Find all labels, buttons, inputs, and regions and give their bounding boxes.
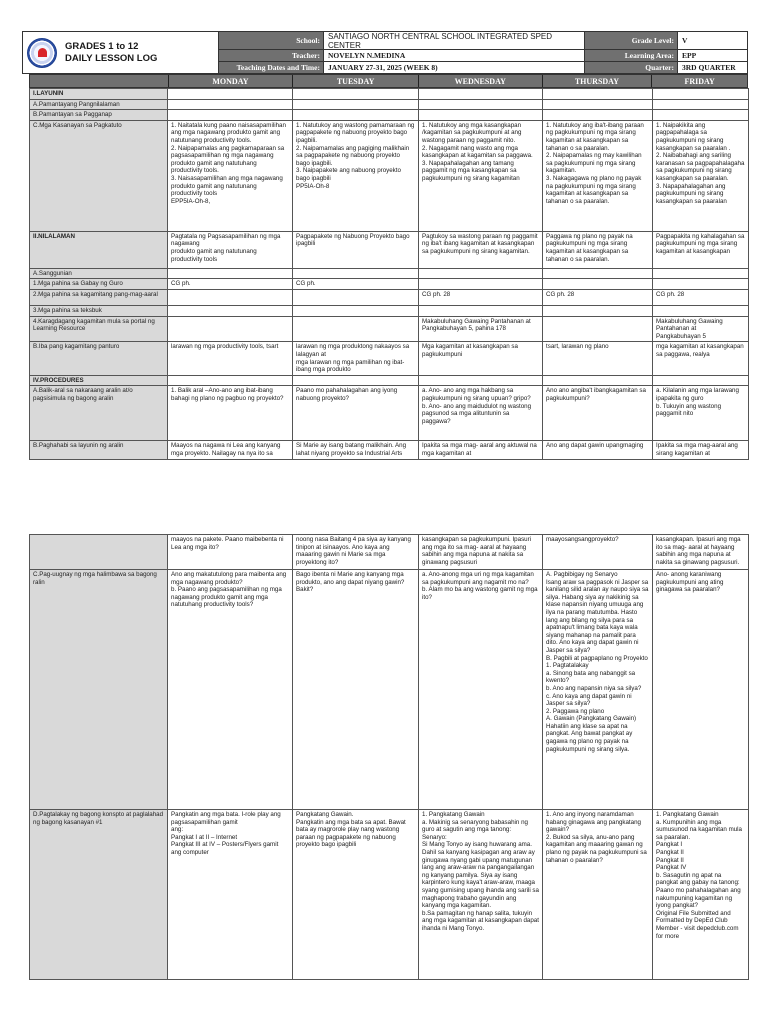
cell-thursday	[543, 110, 653, 121]
cell-friday	[653, 305, 749, 316]
cell-tuesday: 1. Natutukoy ang wastong pamamaraan ng pagpapakete ng nabuong proyekto bago ipagbili. 2. Naipamamalas ang pagiging malikhain sa pagpapakete ng nabuong proyekto bago ipagbili. 3. Naipapakete ang nabuong proyekto bago ipagbili PP5IA-Oh-8	[293, 120, 419, 231]
grade-value: V	[677, 32, 747, 49]
cell-friday: Ano- anong karaniwang pagkukumpuni ang ating ginagawa sa paaralan?	[653, 570, 749, 810]
cell-tuesday	[293, 289, 419, 305]
row-label: I.LAYUNIN	[30, 89, 168, 100]
day-header-thursday: THURSDAY	[542, 75, 652, 87]
school-value: SANTIAGO NORTH CENTRAL SCHOOL INTEGRATED SPED CENTER	[323, 32, 584, 49]
day-header-wednesday: WEDNESDAY	[418, 75, 542, 87]
title-line2: DAILY LESSON LOG	[65, 52, 158, 64]
day-header-tuesday: TUESDAY	[292, 75, 418, 87]
quarter-value: 3RD QUARTER	[677, 62, 747, 73]
cell-monday: maayos na pakete. Paano maibebenta ni Lea ang mga ito?	[168, 535, 293, 570]
cell-monday	[168, 375, 293, 386]
cell-wednesday	[419, 375, 543, 386]
cell-thursday: 1. Ano ang inyong naramdaman habang ginagawa ang pangkatang gawain? 2. Bukod sa silya, anu-ano pang kagamitan ang maaaring gawan ng plano ng payak na pagkukumpuni sa tahanan o paaralan?	[543, 810, 653, 980]
cell-wednesday: 1. Natutukoy ang mga kasangkapan /kagamitan sa pagkukumpuni at ang wastong paraan ng paggamit nito. 2. Nagagamit nang wasto ang mga kasangkapan at kagamitan sa paggawa. 3. Napapahalagahan ang tamang paggamit ng mga kasangkapan sa pagkukumpuni ng sirang kagamitan	[419, 120, 543, 231]
lesson-table-page1	[29, 88, 749, 460]
area-value: EPP	[677, 50, 747, 61]
table-row	[30, 110, 749, 121]
cell-friday: mga kagamitan at kasangkapan sa paggawa, realya	[653, 342, 749, 375]
row-label: C.Pag-uugnay ng mga halimbawa sa bagong ralin	[30, 570, 168, 810]
teacher-value: NOVELYN N.MEDINA	[323, 50, 584, 61]
cell-monday: Pangkatin ang mga bata. I-role play ang pagsasapamilihan gamit ang: Pangkat I at II – Internet Pangkat III at IV – Posters/Flyers gamit ang computer	[168, 810, 293, 980]
table-row	[30, 120, 749, 231]
dates-label: Teaching Dates and Time:	[219, 62, 323, 73]
cell-thursday: Paggawa ng plano ng payak na pagkukumpuni ng mga sirang kagamitan at kasangkapan sa tahanan o sa paaralan.	[543, 231, 653, 268]
cell-friday: a. Kilalanin ang mga larawang ipapakita ng guro b. Tukuyin ang wastong paggamit nito	[653, 386, 749, 441]
header-title-block	[23, 32, 219, 73]
school-label: School:	[219, 32, 323, 49]
cell-friday	[653, 89, 749, 100]
cell-tuesday	[293, 89, 419, 100]
cell-thursday	[543, 316, 653, 342]
cell-tuesday: Bago ibenta ni Marie ang kanyang mga produkto, ano ang dapat niyang gawin? Bakit?	[293, 570, 419, 810]
cell-wednesday	[419, 279, 543, 290]
row-label: D.Pagtalakay ng bagong konspto at paglalahad ng bagong kasanayan #1	[30, 810, 168, 980]
cell-monday: 1. Naitatala kung paano naisasapamilihan ang mga nagawang produkto gamit ang natutunang productivity tools. 2. Naipapamalas ang pagkamaparaan sa pagsasapamilihan ng mga nagawang produkto gamit ang natutuhang productivity tools. 3. Naisasapamilihan ang mga nagawang produkto gamit ang natutunang productivity tools EPP5IA-Oh-8,	[168, 120, 293, 231]
cell-wednesday	[419, 305, 543, 316]
cell-wednesday: Mga kagamitan at kasangkapan sa pagkukumpuni	[419, 342, 543, 375]
cell-thursday	[543, 99, 653, 110]
day-header-blank	[30, 75, 168, 87]
cell-tuesday	[293, 316, 419, 342]
cell-monday: larawan ng mga productivity tools, tsart	[168, 342, 293, 375]
cell-tuesday	[293, 110, 419, 121]
cell-friday: Pagpapakita ng kahalagahan sa pagkukumpuni ng mga sirang kagamitan at kasangkapan	[653, 231, 749, 268]
cell-friday	[653, 99, 749, 110]
table-row	[30, 810, 749, 980]
row-label: II.NILALAMAN	[30, 231, 168, 268]
cell-tuesday: noong nasa Baitang 4 pa siya ay kanyang tinipon at isinaayos. Ano kaya ang maaaring gawin ni Marie sa mga proyektong ito?	[293, 535, 419, 570]
table-row	[30, 231, 749, 268]
cell-wednesday: 1. Pangkatang Gawain a. Makinig sa senaryong babasahin ng guro at sagutin ang mga tanong: Senaryo: Si Mang Tonyo ay isang huwarang ama. Dahil sa kanyang kasipagan ang araw ay ginugawa nyang gabi upang matugunan lang ang araw-araw na pangangailangan ng kanyang pamilya. Siya ay isang karpintero kung kaya't araw-araw, maaga syang gumising upang ihanda ang sarili sa maghapong trabaho gayundin ang kanyang mga kagamitan. b.Sa pamagitan ng hanap salita, tukuyin ang mga kagamitan at kasangkapan dapat ihanda ni Mang Tonyo.	[419, 810, 543, 980]
row-label	[30, 535, 168, 570]
cell-wednesday	[419, 99, 543, 110]
cell-monday: Maayos na nagawa ni Lea ang kanyang mga proyekto. Nailagay na nya ito sa	[168, 441, 293, 459]
cell-tuesday: Pagpapakete ng Nabuong Proyekto bago ipagbili	[293, 231, 419, 268]
cell-wednesday	[419, 89, 543, 100]
deped-seal-icon	[27, 38, 57, 68]
dates-value: JANUARY 27-31, 2025 (WEEK 8)	[323, 62, 584, 73]
cell-friday: kasangkapan. Ipasuri ang mga ito sa mag- aaral at hayaang sabihin ang mga napuna at nakita sa ginawang pagsusuri.	[653, 535, 749, 570]
row-label: B.Iba pang kagamitang panturo	[30, 342, 168, 375]
cell-wednesday: a. Ano- ano ang mga hakbang sa pagkukumpuni ng sirang upuan? gripo? b. Ano- ano ang maidudulot ng wastong pagsunod sa mga alituntunin sa paggawa?	[419, 386, 543, 441]
table-row	[30, 441, 749, 459]
cell-wednesday: Ipakita sa mga mag- aaral ang aktuwal na mga kagamitan at	[419, 441, 543, 459]
cell-thursday: Ano ano angiba't ibangkagamitan sa pagkukumpuni?	[543, 386, 653, 441]
table-row	[30, 89, 749, 100]
teacher-label: Teacher:	[219, 50, 323, 61]
cell-friday	[653, 110, 749, 121]
lesson-table-page2	[29, 534, 749, 980]
table-row	[30, 570, 749, 810]
row-label: B.Pamantayan sa Pagganap	[30, 110, 168, 121]
cell-monday	[168, 268, 293, 279]
row-label: A.Balik-aral sa nakaraang aralin at/o pagsisimula ng bagong aralin	[30, 386, 168, 441]
row-label: 1.Mga pahina sa Gabay ng Guro	[30, 279, 168, 290]
table-row	[30, 279, 749, 290]
cell-thursday: maayosangsangproyekto?	[543, 535, 653, 570]
cell-monday	[168, 305, 293, 316]
cell-monday	[168, 316, 293, 342]
cell-monday: CG ph.	[168, 279, 293, 290]
row-label: A.Sanggunian	[30, 268, 168, 279]
title-line1: GRADES 1 to 12	[65, 40, 139, 52]
row-label: B.Paghahabi sa layunin ng aralin	[30, 441, 168, 459]
cell-wednesday: kasangkapan sa pagkukumpuni. Ipasuri ang mga ito sa mag- aaral at hayaang sabihin ang mga napuna at nakita sa ginawang pagsusuri	[419, 535, 543, 570]
cell-thursday	[543, 89, 653, 100]
cell-monday	[168, 89, 293, 100]
table-row	[30, 316, 749, 342]
table-row	[30, 268, 749, 279]
day-header-row	[29, 74, 748, 88]
cell-thursday: tsart, larawan ng plano	[543, 342, 653, 375]
cell-thursday	[543, 305, 653, 316]
cell-friday	[653, 268, 749, 279]
day-header-friday: FRIDAY	[651, 75, 747, 87]
cell-wednesday: Pagtukoy sa wastong paraan ng paggamit ng iba't ibang kagamitan at kasangkapan sa pagkukumpuni ng sirang kagamitan.	[419, 231, 543, 268]
table-row	[30, 289, 749, 305]
table-row	[30, 386, 749, 441]
cell-wednesday	[419, 268, 543, 279]
cell-thursday	[543, 268, 653, 279]
day-header-monday: MONDAY	[168, 75, 293, 87]
cell-thursday: Ano ang dapat gawin upangmaging	[543, 441, 653, 459]
row-label: 2.Mga pahina sa kagamitang pang-mag-aaral	[30, 289, 168, 305]
cell-friday: CG ph. 28	[653, 289, 749, 305]
row-label: C.Mga Kasanayan sa Pagkatuto	[30, 120, 168, 231]
cell-thursday: 1. Natutukoy ang iba't-ibang paraan ng pagkukumpuni ng mga sirang kagamitan at kasangkapan sa tahanan o sa paaralan. 2. Naipapamalas ng may kawilihan sa pagkukumpuni ng mga sirang kagamitan. 3. Nakagagawa ng plano ng payak na pagkukumpuni ng mga sirang kagamitan at kasangkapan sa tahanan o sa paaralan.	[543, 120, 653, 231]
cell-wednesday: CG ph. 28	[419, 289, 543, 305]
cell-friday	[653, 375, 749, 386]
cell-tuesday: CG ph.	[293, 279, 419, 290]
cell-friday: 1. Naipakikita ang pagpapahalaga sa pagkukumpuni ng sirang kasangkapan sa paaralan . 2. Naibabahagi ang sariling karanasan sa pagpapahalagaha sa pagkukumpuni ng sirang kasangkapan sa paaralan. 3. Napapahalagahan ang pagkukumpuni ng sirang kasangkapan sa paaralan	[653, 120, 749, 231]
row-label: A.Pamantayang Pangnilalaman	[30, 99, 168, 110]
quarter-label: Quarter:	[585, 62, 677, 73]
cell-thursday	[543, 279, 653, 290]
row-label: 3.Mga pahina sa teksbuk	[30, 305, 168, 316]
lesson-log-header	[22, 31, 748, 74]
cell-wednesday: a. Ano-anong mga uri ng mga kagamitan sa pagkukumpuni ang nagamit mo na? b. Alam mo ba ang wastong gamit ng mga ito?	[419, 570, 543, 810]
table-row	[30, 305, 749, 316]
cell-tuesday: Si Marie ay isang batang malikhain. Ang lahat niyang proyekto sa Industrial Arts	[293, 441, 419, 459]
cell-tuesday: Paano mo pahahalagahan ang iyong nabuong proyekto?	[293, 386, 419, 441]
cell-friday: Ipakita sa mga mag-aaral ang sirang kagamitan at	[653, 441, 749, 459]
cell-wednesday	[419, 110, 543, 121]
cell-monday: Pagtatala ng Pagsasapamilihan ng mga nagawang produkto gamit ang natutunang productivity tools	[168, 231, 293, 268]
cell-friday	[653, 279, 749, 290]
table-row	[30, 99, 749, 110]
cell-friday: Makabuluhang Gawaing Pantahanan at Pangkabuhayan 5	[653, 316, 749, 342]
cell-monday: Ano ang makatutulong para maibenta ang mga nagawang produkto? b. Paano ang pagsasapamilihan ng mga nagawang produkto gamit ang mga natutuhang productivity tools?	[168, 570, 293, 810]
cell-tuesday	[293, 375, 419, 386]
row-label: IV.PROCEDURES	[30, 375, 168, 386]
cell-tuesday	[293, 268, 419, 279]
table-row	[30, 535, 749, 570]
cell-thursday	[543, 375, 653, 386]
area-label: Learning Area:	[585, 50, 677, 61]
cell-tuesday	[293, 305, 419, 316]
cell-monday	[168, 99, 293, 110]
grade-label: Grade Level:	[585, 32, 677, 49]
cell-thursday: CG ph. 28	[543, 289, 653, 305]
cell-monday	[168, 110, 293, 121]
cell-thursday: A. Pagbibigay ng Senaryo Isang araw sa pagpasok ni Jasper sa kanilang silid aralan ay naupo siya sa silya. Habang siya ay nakikinig sa klase napansin niyang umuuga ang ilya na parang matutumba. Hasto lang ang bilang ng silya para sa apatnapu't limang bata kaya wala siyang mahanap na pamalit para dito. Ano kaya ang dapat gawin ni Jasper sa silya? B. Pagbili at pagpaplano ng Proyekto 1. Pagtatalakay a. Sinong bata ang nabanggit sa kwento? b. Ano ang napansin niya sa silya? c. Ano kaya ang dapat gawin ni Jasper sa silya? 2. Paggawa ng plano A. Gawain (Pangkatang Gawain) Hahatiin ang klase sa apat na pangkat. Ang bawat pangkat ay gagawa ng plano ng payak na pagkukumpuni ng sirang silya.	[543, 570, 653, 810]
cell-monday	[168, 289, 293, 305]
table-row	[30, 375, 749, 386]
cell-tuesday	[293, 99, 419, 110]
row-label: 4.Karagdagang kagamitan mula sa portal ng Learning Resource	[30, 316, 168, 342]
cell-friday: 1. Pangkatang Gawain a. Kumpunihin ang mga sumusunod na kagamitan mula sa paaralan. Pangkat I Pangkat II Pangkat II Pangkat IV b. Sasagutin ng apat na pangkat ang gabay na tanong: Paano mo pahahalagahan ang nakumpuning kagamitan ng iyong pangkat? Original File Submitted and Formatted by DepEd Club Member - visit depedclub.com for more	[653, 810, 749, 980]
cell-tuesday: Pangkatang Gawain. Pangkatin ang mga bata sa apat. Bawat bata ay magrorole play nang wastong paraan ng pagpapakete ng nabuong proyekto bago ipagbili	[293, 810, 419, 980]
cell-monday: 1. Balik aral –Ano-ano ang ibat-ibang bahagi ng plano ng pagbuo ng proyekto?	[168, 386, 293, 441]
cell-wednesday: Makabuluhang Gawaing Pantahanan at Pangkabuhayan 5, pahina 178	[419, 316, 543, 342]
table-row	[30, 342, 749, 375]
cell-tuesday: larawan ng mga produktong nakaayos sa lalagyan at mga larawan ng mga pamilihan ng ibat-ibang mga produkto	[293, 342, 419, 375]
